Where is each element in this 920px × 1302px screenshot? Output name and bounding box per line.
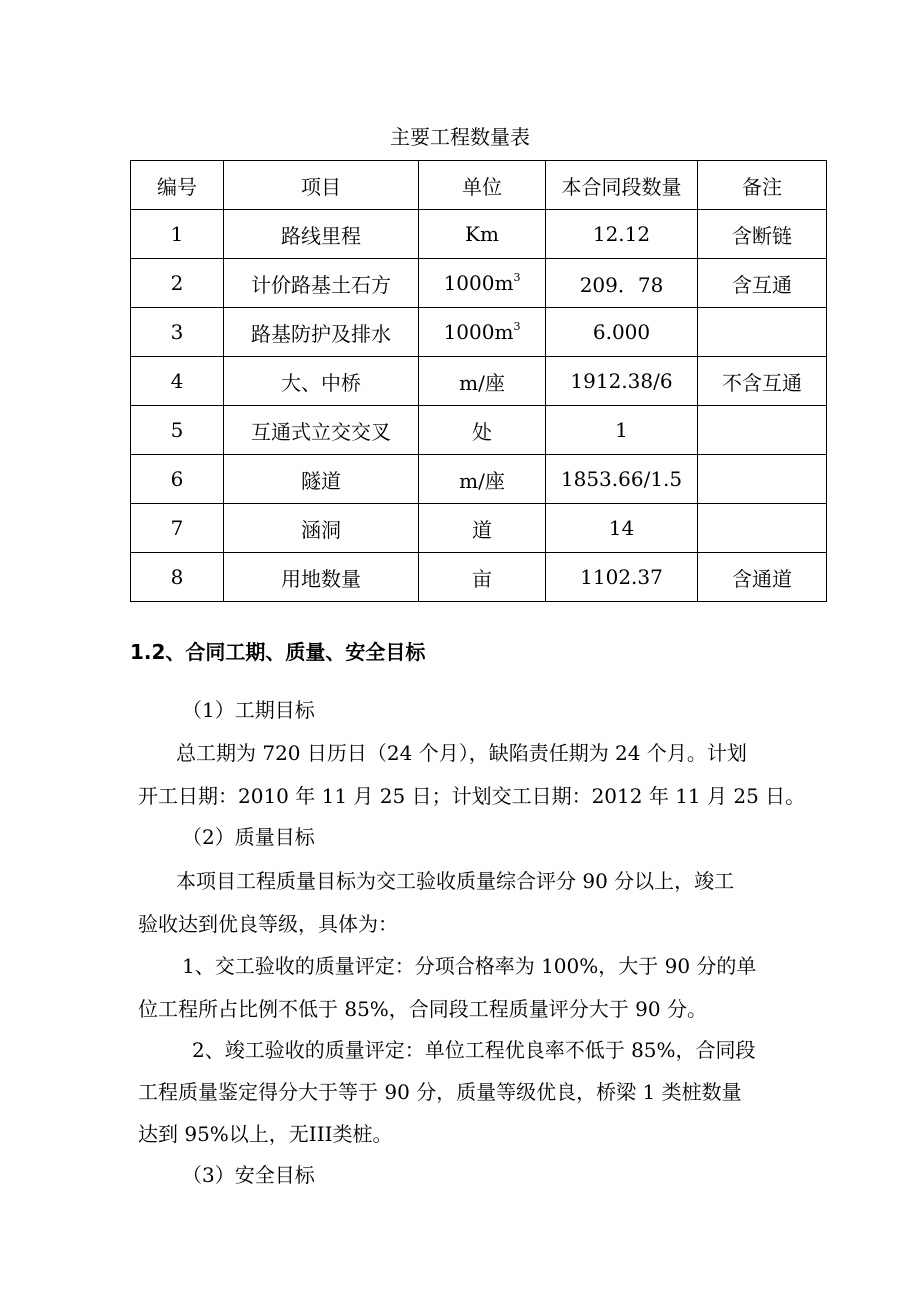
table-row <box>131 455 827 504</box>
header-note: 备注 <box>698 161 827 210</box>
unit-text: 道 <box>472 517 492 542</box>
unit-text: 1000m <box>443 320 514 344</box>
table-header-row <box>131 161 827 210</box>
header-no: 编号 <box>131 161 224 210</box>
paragraph-line: 达到 95%以上，无III类桩。 <box>138 1122 393 1146</box>
cell-no: 4 <box>131 357 224 406</box>
cell-item: 大、中桥 <box>224 357 419 406</box>
table-row <box>131 504 827 553</box>
cell-note: 含断链 <box>698 210 827 259</box>
cell-quantity: 14 <box>546 504 698 553</box>
cell-no: 2 <box>131 259 224 308</box>
quantity-table <box>130 160 827 602</box>
cell-item: 路基防护及排水 <box>224 308 419 357</box>
cell-unit <box>419 504 546 553</box>
paragraph-line: 开工日期：2010 年 11 月 25 日；计划交工日期：2012 年 11 月 25 日。 <box>138 784 806 808</box>
subheading-quality: （2）质量目标 <box>182 825 315 849</box>
cell-note <box>698 455 827 504</box>
cell-no: 1 <box>131 210 224 259</box>
cell-note: 含互通 <box>698 259 827 308</box>
unit-superscript: 3 <box>513 271 521 284</box>
table-row <box>131 406 827 455</box>
unit-text: 亩 <box>472 566 492 591</box>
cell-item: 用地数量 <box>224 553 419 602</box>
paragraph-line: 1、交工验收的质量评定：分项合格率为 100%，大于 90 分的单 <box>182 954 757 978</box>
cell-item: 隧道 <box>224 455 419 504</box>
cell-unit <box>419 308 546 357</box>
paragraph-line: 工程质量鉴定得分大于等于 90 分，质量等级优良，桥梁 1 类桩数量 <box>138 1080 742 1104</box>
cell-item: 路线里程 <box>224 210 419 259</box>
cell-no: 3 <box>131 308 224 357</box>
table-row <box>131 210 827 259</box>
cell-no: 5 <box>131 406 224 455</box>
cell-quantity: 1102.37 <box>546 553 698 602</box>
unit-text: 处 <box>472 419 492 444</box>
header-quantity: 本合同段数量 <box>546 161 698 210</box>
cell-unit <box>419 455 546 504</box>
cell-note: 不含互通 <box>698 357 827 406</box>
unit-superscript: 3 <box>513 320 521 333</box>
paragraph-line: 本项目工程质量目标为交工验收质量综合评分 90 分以上，竣工 <box>176 869 735 893</box>
cell-quantity: 1853.66/1.5 <box>546 455 698 504</box>
cell-unit <box>419 357 546 406</box>
header-unit: 单位 <box>419 161 546 210</box>
cell-note <box>698 406 827 455</box>
unit-text: m/座 <box>459 468 505 493</box>
cell-unit <box>419 259 546 308</box>
cell-quantity: 1912.38/6 <box>546 357 698 406</box>
cell-no: 7 <box>131 504 224 553</box>
cell-unit <box>419 210 546 259</box>
cell-note <box>698 308 827 357</box>
cell-no: 6 <box>131 455 224 504</box>
paragraph-line: 验收达到优良等级，具体为： <box>138 912 398 936</box>
cell-unit <box>419 406 546 455</box>
cell-note: 含通道 <box>698 553 827 602</box>
table-row <box>131 357 827 406</box>
subheading-safety: （3）安全目标 <box>182 1163 315 1187</box>
unit-text: m/座 <box>459 370 505 395</box>
cell-item: 涵洞 <box>224 504 419 553</box>
table-row <box>131 553 827 602</box>
cell-quantity: 12.12 <box>546 210 698 259</box>
paragraph-line: 2、竣工验收的质量评定：单位工程优良率不低于 85%，合同段 <box>192 1038 756 1062</box>
cell-unit <box>419 553 546 602</box>
table-row <box>131 308 827 357</box>
unit-text: Km <box>465 222 499 246</box>
paragraph-line: 总工期为 720 日历日（24 个月），缺陷责任期为 24 个月。计划 <box>176 741 747 765</box>
cell-quantity: 1 <box>546 406 698 455</box>
table-row <box>131 259 827 308</box>
cell-item: 互通式立交交叉 <box>224 406 419 455</box>
cell-item: 计价路基土石方 <box>224 259 419 308</box>
paragraph-line: 位工程所占比例不低于 85%，合同段工程质量评分大于 90 分。 <box>138 997 707 1021</box>
header-item: 项目 <box>224 161 419 210</box>
cell-quantity: 209．78 <box>546 259 698 308</box>
subheading-schedule: （1）工期目标 <box>182 698 315 722</box>
cell-no: 8 <box>131 553 224 602</box>
table-title: 主要工程数量表 <box>390 125 530 149</box>
table-body <box>131 210 827 602</box>
cell-quantity: 6.000 <box>546 308 698 357</box>
cell-note <box>698 504 827 553</box>
section-heading: 1.2、合同工期、质量、安全目标 <box>130 640 426 664</box>
unit-text: 1000m <box>443 271 514 295</box>
